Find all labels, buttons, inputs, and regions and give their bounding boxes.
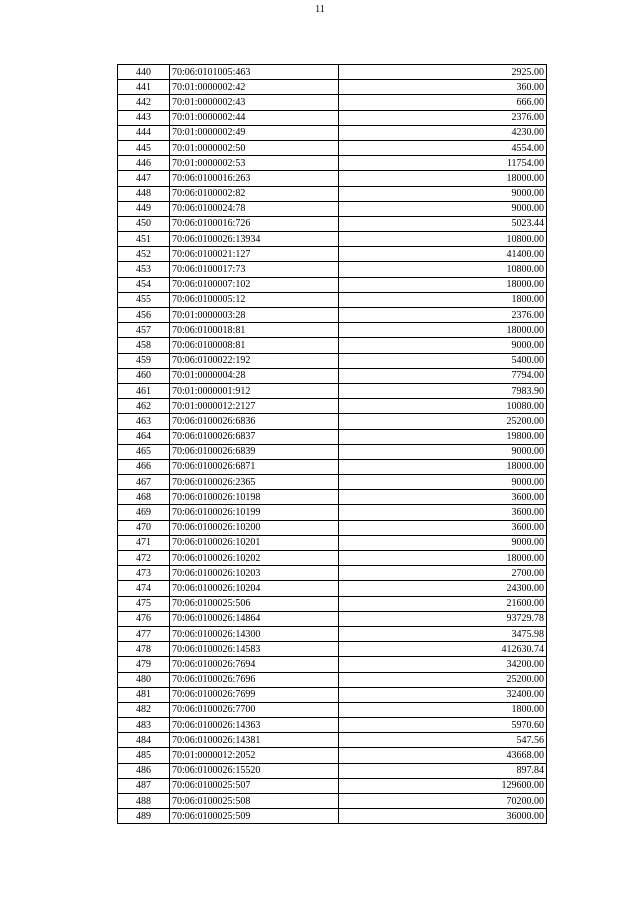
row-number-cell: 482 [118,702,170,717]
cadastral-number-cell: 70:06:0100026:10202 [170,551,339,566]
value-cell: 5400.00 [339,353,547,368]
row-number-cell: 446 [118,156,170,171]
row-number-cell: 487 [118,778,170,793]
table-row [118,323,547,338]
row-number-cell: 479 [118,657,170,672]
cadastral-number-cell: 70:06:0100024:78 [170,201,339,216]
value-cell: 9000.00 [339,186,547,201]
table-row [118,429,547,444]
table-row [118,657,547,672]
value-cell: 1800.00 [339,702,547,717]
value-cell: 3475.98 [339,626,547,641]
cadastral-number-cell: 70:06:0100025:508 [170,794,339,809]
cadastral-number-cell: 70:06:0100026:10198 [170,490,339,505]
table-row [118,383,547,398]
value-cell: 7794.00 [339,368,547,383]
cadastral-number-cell: 70:06:0100021:127 [170,247,339,262]
cadastral-number-cell: 70:06:0101005:463 [170,65,339,80]
table-row [118,763,547,778]
row-number-cell: 488 [118,794,170,809]
row-number-cell: 445 [118,140,170,155]
value-cell: 897.84 [339,763,547,778]
cadastral-number-cell: 70:06:0100026:7694 [170,657,339,672]
row-number-cell: 480 [118,672,170,687]
value-cell: 7983.90 [339,383,547,398]
table-row [118,642,547,657]
value-cell: 3600.00 [339,505,547,520]
cadastral-number-cell: 70:06:0100026:6871 [170,459,339,474]
value-cell: 4554.00 [339,140,547,155]
table-row [118,611,547,626]
value-cell: 18000.00 [339,551,547,566]
value-cell: 666.00 [339,95,547,110]
cadastral-number-cell: 70:06:0100002:82 [170,186,339,201]
table-row [118,581,547,596]
row-number-cell: 478 [118,642,170,657]
table-row [118,125,547,140]
row-number-cell: 474 [118,581,170,596]
row-number-cell: 455 [118,292,170,307]
table-row [118,566,547,581]
row-number-cell: 465 [118,444,170,459]
table-row [118,216,547,231]
table-row [118,156,547,171]
records-table-body [118,65,547,824]
row-number-cell: 462 [118,399,170,414]
cadastral-number-cell: 70:01:0000003:28 [170,308,339,323]
table-row [118,626,547,641]
row-number-cell: 448 [118,186,170,201]
cadastral-number-cell: 70:06:0100026:14381 [170,733,339,748]
row-number-cell: 457 [118,323,170,338]
row-number-cell: 464 [118,429,170,444]
cadastral-number-cell: 70:01:0000002:53 [170,156,339,171]
cadastral-number-cell: 70:06:0100016:726 [170,216,339,231]
row-number-cell: 449 [118,201,170,216]
cadastral-number-cell: 70:06:0100026:7696 [170,672,339,687]
table-row [118,368,547,383]
table-row [118,201,547,216]
value-cell: 5970.60 [339,718,547,733]
value-cell: 25200.00 [339,672,547,687]
row-number-cell: 475 [118,596,170,611]
row-number-cell: 484 [118,733,170,748]
row-number-cell: 476 [118,611,170,626]
value-cell: 9000.00 [339,201,547,216]
table-row [118,95,547,110]
row-number-cell: 459 [118,353,170,368]
row-number-cell: 441 [118,80,170,95]
table-row [118,778,547,793]
value-cell: 34200.00 [339,657,547,672]
value-cell: 412630.74 [339,642,547,657]
table-row [118,551,547,566]
value-cell: 9000.00 [339,535,547,550]
value-cell: 3600.00 [339,490,547,505]
value-cell: 41400.00 [339,247,547,262]
value-cell: 70200.00 [339,794,547,809]
value-cell: 10800.00 [339,232,547,247]
row-number-cell: 468 [118,490,170,505]
records-table [117,64,547,824]
cadastral-number-cell: 70:06:0100026:10199 [170,505,339,520]
table-row [118,80,547,95]
cadastral-number-cell: 70:06:0100026:14583 [170,642,339,657]
cadastral-number-cell: 70:06:0100026:10200 [170,520,339,535]
row-number-cell: 472 [118,551,170,566]
page-number: 11 [315,4,325,15]
table-row [118,718,547,733]
value-cell: 19800.00 [339,429,547,444]
row-number-cell: 486 [118,763,170,778]
cadastral-number-cell: 70:06:0100026:14363 [170,718,339,733]
value-cell: 547.56 [339,733,547,748]
value-cell: 24300.00 [339,581,547,596]
table-row [118,459,547,474]
cadastral-number-cell: 70:06:0100026:15520 [170,763,339,778]
table-row [118,110,547,125]
cadastral-number-cell: 70:01:0000001:912 [170,383,339,398]
value-cell: 360.00 [339,80,547,95]
cadastral-number-cell: 70:06:0100026:10201 [170,535,339,550]
cadastral-number-cell: 70:06:0100026:13934 [170,232,339,247]
value-cell: 10800.00 [339,262,547,277]
table-row [118,809,547,824]
value-cell: 36000.00 [339,809,547,824]
table-row [118,475,547,490]
table-row [118,748,547,763]
row-number-cell: 451 [118,232,170,247]
value-cell: 21600.00 [339,596,547,611]
row-number-cell: 447 [118,171,170,186]
table-row [118,338,547,353]
value-cell: 5023.44 [339,216,547,231]
value-cell: 2376.00 [339,110,547,125]
cadastral-number-cell: 70:01:0000002:43 [170,95,339,110]
cadastral-number-cell: 70:06:0100026:6836 [170,414,339,429]
table-row [118,794,547,809]
table-row [118,247,547,262]
row-number-cell: 481 [118,687,170,702]
table-row [118,292,547,307]
cadastral-number-cell: 70:06:0100025:507 [170,778,339,793]
row-number-cell: 463 [118,414,170,429]
row-number-cell: 489 [118,809,170,824]
cadastral-number-cell: 70:06:0100016:263 [170,171,339,186]
row-number-cell: 442 [118,95,170,110]
table-row [118,232,547,247]
row-number-cell: 461 [118,383,170,398]
cadastral-number-cell: 70:06:0100026:14300 [170,626,339,641]
value-cell: 2700.00 [339,566,547,581]
row-number-cell: 440 [118,65,170,80]
row-number-cell: 473 [118,566,170,581]
cadastral-number-cell: 70:01:0000004:28 [170,368,339,383]
table-row [118,490,547,505]
row-number-cell: 458 [118,338,170,353]
cadastral-number-cell: 70:01:0000012:2052 [170,748,339,763]
cadastral-number-cell: 70:06:0100026:10204 [170,581,339,596]
value-cell: 18000.00 [339,459,547,474]
table-row [118,140,547,155]
value-cell: 1800.00 [339,292,547,307]
row-number-cell: 453 [118,262,170,277]
cadastral-number-cell: 70:01:0000002:44 [170,110,339,125]
table-row [118,444,547,459]
table-row [118,171,547,186]
value-cell: 32400.00 [339,687,547,702]
cadastral-number-cell: 70:06:0100008:81 [170,338,339,353]
cadastral-number-cell: 70:06:0100025:506 [170,596,339,611]
table-row [118,399,547,414]
value-cell: 2376.00 [339,308,547,323]
table-row [118,672,547,687]
row-number-cell: 450 [118,216,170,231]
value-cell: 10080.00 [339,399,547,414]
value-cell: 129600.00 [339,778,547,793]
cadastral-number-cell: 70:01:0000002:42 [170,80,339,95]
cadastral-number-cell: 70:06:0100005:12 [170,292,339,307]
value-cell: 25200.00 [339,414,547,429]
row-number-cell: 452 [118,247,170,262]
cadastral-number-cell: 70:06:0100026:14864 [170,611,339,626]
value-cell: 9000.00 [339,338,547,353]
cadastral-number-cell: 70:06:0100018:81 [170,323,339,338]
row-number-cell: 444 [118,125,170,140]
value-cell: 43668.00 [339,748,547,763]
row-number-cell: 485 [118,748,170,763]
table-row [118,505,547,520]
row-number-cell: 471 [118,535,170,550]
table-row [118,353,547,368]
value-cell: 18000.00 [339,171,547,186]
cadastral-number-cell: 70:01:0000002:50 [170,140,339,155]
cadastral-number-cell: 70:01:0000012:2127 [170,399,339,414]
table-row [118,277,547,292]
value-cell: 18000.00 [339,323,547,338]
row-number-cell: 483 [118,718,170,733]
row-number-cell: 443 [118,110,170,125]
row-number-cell: 466 [118,459,170,474]
value-cell: 18000.00 [339,277,547,292]
value-cell: 11754.00 [339,156,547,171]
table-row [118,596,547,611]
table-row [118,414,547,429]
value-cell: 4230.00 [339,125,547,140]
value-cell: 9000.00 [339,475,547,490]
cadastral-number-cell: 70:06:0100026:2365 [170,475,339,490]
cadastral-number-cell: 70:06:0100022:192 [170,353,339,368]
table-row [118,308,547,323]
row-number-cell: 454 [118,277,170,292]
table-row [118,535,547,550]
cadastral-number-cell: 70:06:0100026:7700 [170,702,339,717]
value-cell: 2925.00 [339,65,547,80]
table-row [118,186,547,201]
value-cell: 9000.00 [339,444,547,459]
table-row [118,65,547,80]
cadastral-number-cell: 70:01:0000002:49 [170,125,339,140]
cadastral-number-cell: 70:06:0100025:509 [170,809,339,824]
table-row [118,520,547,535]
row-number-cell: 460 [118,368,170,383]
table-row [118,262,547,277]
cadastral-number-cell: 70:06:0100007:102 [170,277,339,292]
row-number-cell: 456 [118,308,170,323]
row-number-cell: 477 [118,626,170,641]
table-row [118,702,547,717]
value-cell: 3600.00 [339,520,547,535]
row-number-cell: 470 [118,520,170,535]
cadastral-number-cell: 70:06:0100017:73 [170,262,339,277]
row-number-cell: 469 [118,505,170,520]
table-row [118,687,547,702]
value-cell: 93729.78 [339,611,547,626]
table-row [118,733,547,748]
cadastral-number-cell: 70:06:0100026:6837 [170,429,339,444]
cadastral-number-cell: 70:06:0100026:10203 [170,566,339,581]
cadastral-number-cell: 70:06:0100026:7699 [170,687,339,702]
row-number-cell: 467 [118,475,170,490]
cadastral-number-cell: 70:06:0100026:6839 [170,444,339,459]
